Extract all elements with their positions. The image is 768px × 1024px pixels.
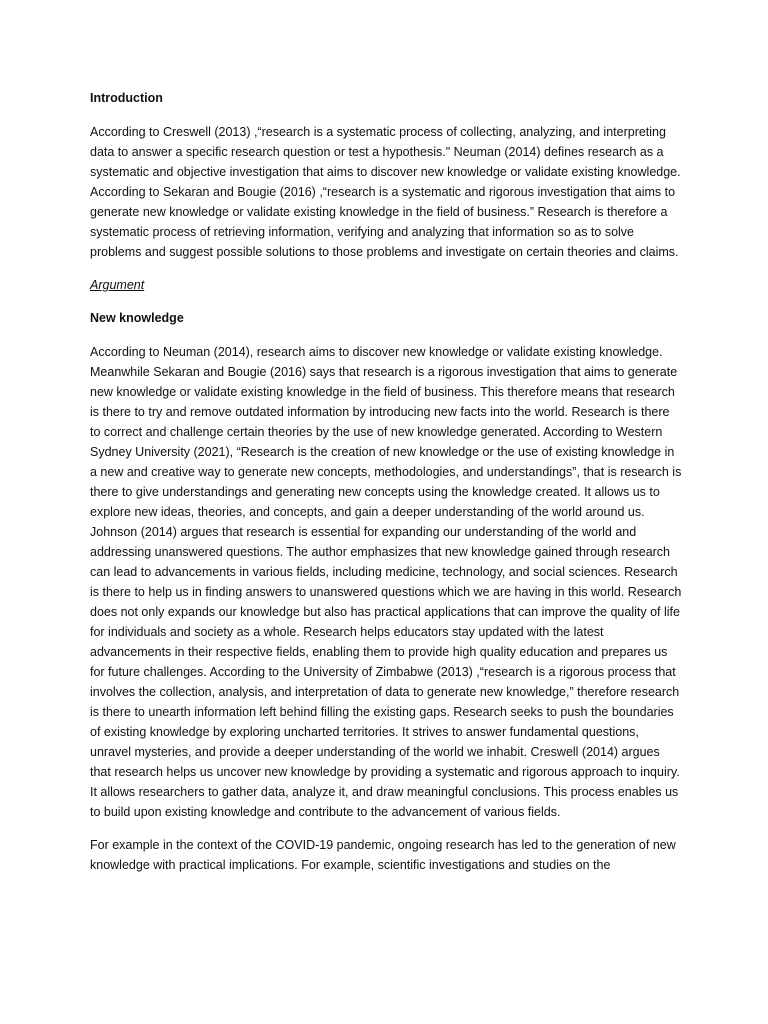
new-knowledge-paragraph: According to Neuman (2014), research aims to discover new knowledge or validate existing knowledge. Meanwhile Sekaran and Bougie (2016) says that research is a rigorous investigation that aims to generate new knowledge or validate existing knowledge in the field of business. This therefore means that research is there to try and remove outdated information by introducing new facts into the world. Research is there to correct and challenge certain theories by the use of new knowledge generated. According to Western Sydney University (2021), “Research is the creation of new knowledge or the use of existing knowledge in a new and creative way to generate new concepts, methodologies, and understandings”, that is research is there to give understandings and generating new concepts using the knowledge created. It allows us to explore new ideas, theories, and concepts, and gain a deeper understanding of the world around us. Johnson (2014) argues that research is essential for expanding our understanding of the world and addressing unanswered questions. The author emphasizes that new knowledge gained through research can lead to advancements in various fields, including medicine, technology, and social sciences. Research is there to help us in finding answers to unanswered questions which we are having in this world. Research does not only expands our knowledge but also has practical applications that can improve the quality of life for individuals and society as a whole. Research helps educators stay updated with the latest advancements in their respective fields, enabling them to provide high quality education and prepares us for future challenges. According to the University of Zimbabwe (2013) ,“research is a rigorous process that involves the collection, analysis, and interpretation of data to generate new knowledge,” therefore research is there to unearth information left behind filling the existing gaps. Research seeks to push the boundaries of existing knowledge by exploring uncharted territories. It strives to answer fundamental questions, unravel mysteries, and provide a deeper understanding of the world we inhabit. Creswell (2014) argues that research helps us uncover new knowledge by providing a systematic and rigorous approach to inquiry. It allows researchers to gather data, analyze it, and draw meaningful conclusions. This process enables us to build upon existing knowledge and contribute to the advancement of various fields. bbox=[90, 345, 682, 819]
new-knowledge-heading: New knowledge bbox=[90, 311, 184, 325]
introduction-paragraph: According to Creswell (2013) ,“research is a systematic process of collecting, analyzing, and interpreting data to answer a specific research question or test a hypothesis." Neuman (2014) defines research as a systematic and objective investigation that aims to discover new knowledge or validate existing knowledge. According to Sekaran and Bougie (2016) ,“research is a systematic and rigorous investigation that aims to generate new knowledge or validate existing knowledge in the field of business.” Research is therefore a systematic process of retrieving information, verifying and analyzing that information so as to solve problems and suggest possible solutions to those problems and investigate on certain theories and claims. bbox=[90, 125, 681, 259]
covid-paragraph: For example in the context of the COVID-19 pandemic, ongoing research has led to the generation of new knowledge with practical implications. For example, scientific investigations and studies on the bbox=[90, 838, 676, 872]
introduction-heading: Introduction bbox=[90, 91, 163, 105]
argument-heading: Argument bbox=[90, 278, 145, 292]
document-page bbox=[90, 88, 682, 888]
